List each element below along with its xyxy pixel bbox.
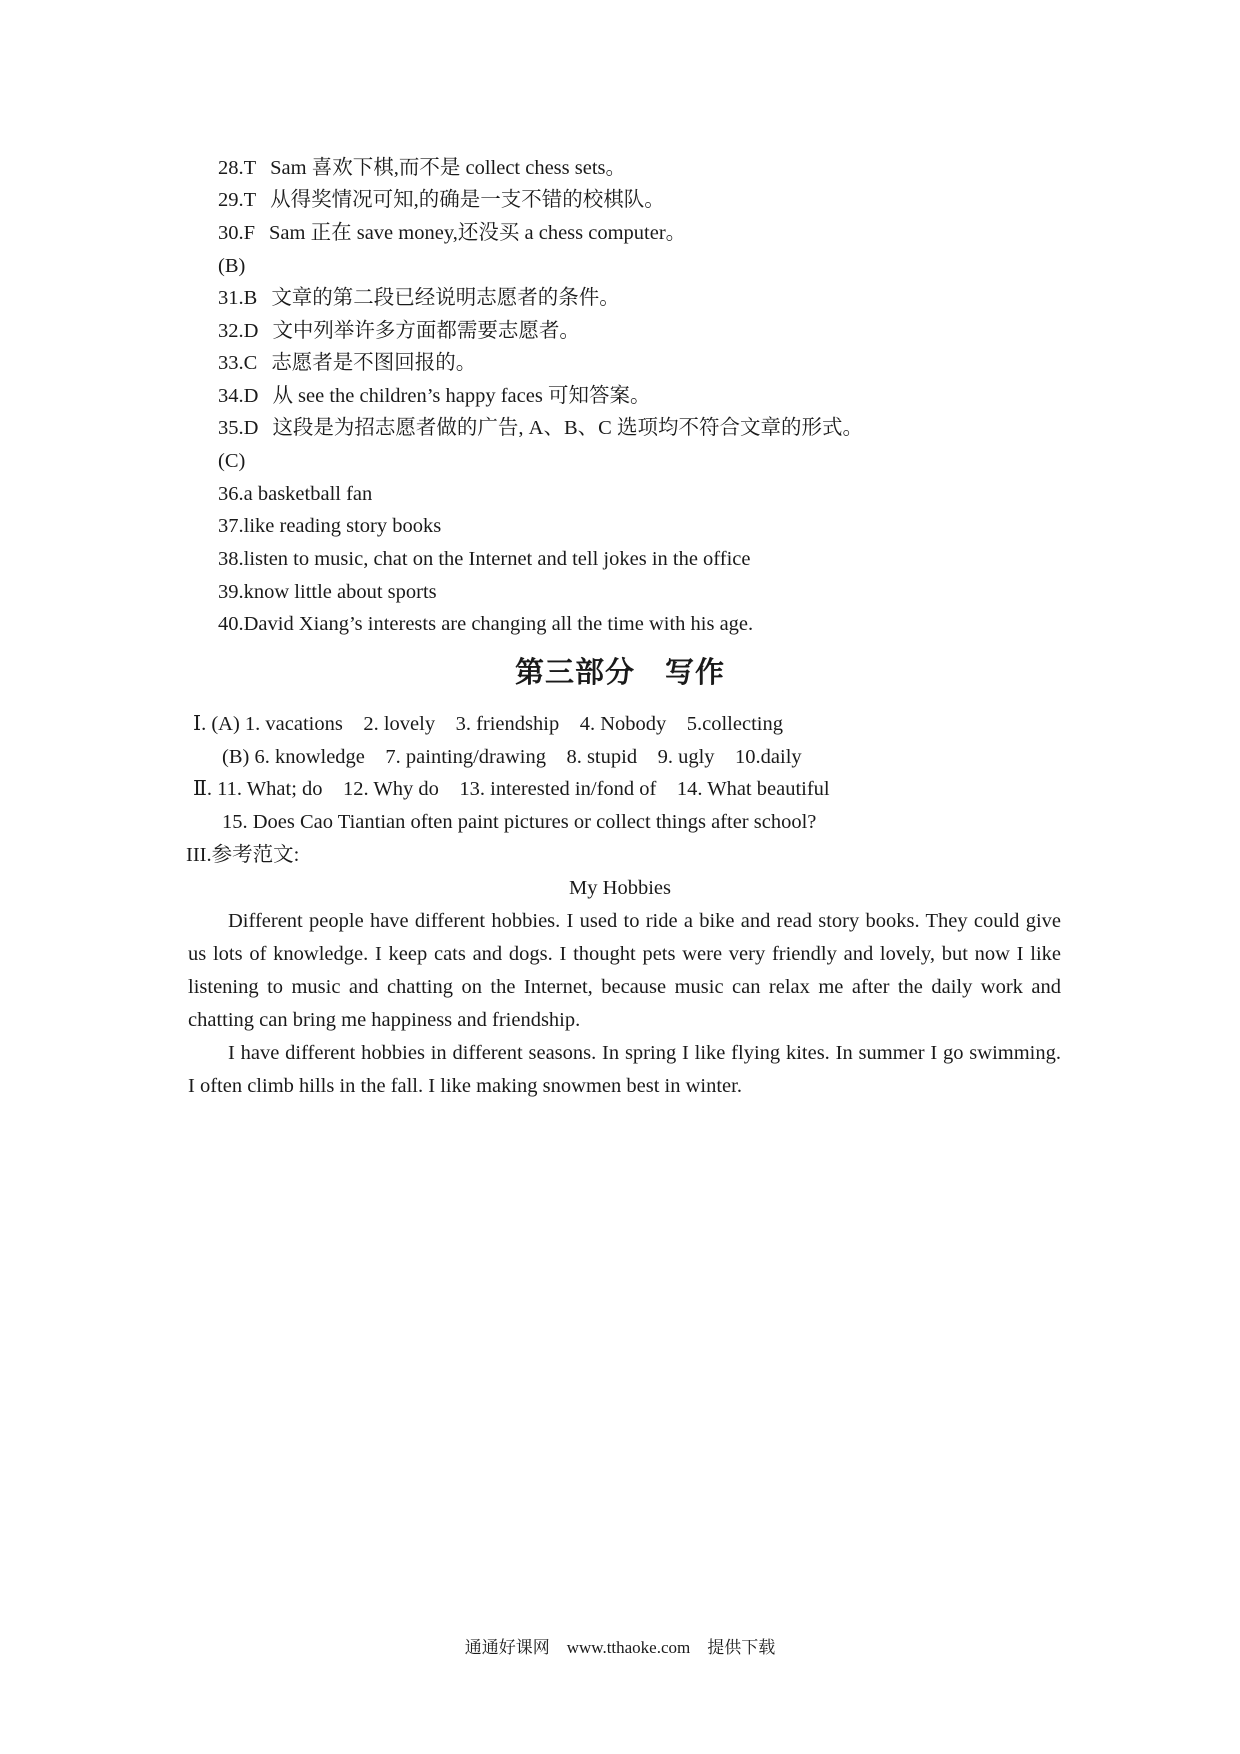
writing-part2: Ⅱ. 11. What; do 12. Why do 13. interested in/fond of 14. What beautiful [193,778,830,800]
answer-40: 40.David Xiang’s interests are changing all the time with his age. [218,613,754,635]
answer-37: 37.like reading story books [218,515,442,537]
essay-title: My Hobbies [569,877,671,899]
section-c-label: (C) [218,450,246,472]
answer-38: 38.listen to music, chat on the Internet and tell jokes in the office [218,548,751,570]
page-footer: 通通好课网 www.tthaoke.com 提供下载 [464,1638,776,1657]
answer-34: 34.D 从 see the children’s happy faces 可知答案。 [218,385,651,407]
essay-paragraph-1: Different people have different hobbies. I used to ride a bike and read story books. They could give us lots of knowledge. I keep cats and dogs. I thought pets were very friendly and lovely, but now I like listening to music and chatting on the Internet, because music can relax me after the daily work and chatting can bring me happiness and friendship. [188,910,1061,1031]
writing-part1-a: Ⅰ. (A) 1. vacations 2. lovely 3. friendship 4. Nobody 5.collecting [193,713,783,735]
answer-29: 29.T 从得奖情况可知,的确是一支不错的校棋队。 [218,189,665,211]
essay-paragraph-2: I have different hobbies in different seasons. In spring I like flying kites. In summer I go swimming. I often climb hills in the fall. I like making snowmen best in winter. [188,1042,1061,1097]
answer-31: 31.B 文章的第二段已经说明志愿者的条件。 [218,287,620,309]
answer-39: 39.know little about sports [218,581,437,603]
answer-30: 30.F Sam 正在 save money,还没买 a chess computer。 [218,222,687,244]
answer-36: 36.a basketball fan [218,483,373,505]
answer-35: 35.D 这段是为招志愿者做的广告, A、B、C 选项均不符合文章的形式。 [218,417,863,439]
answer-32: 32.D 文中列举许多方面都需要志愿者。 [218,320,580,342]
answer-28: 28.T Sam 喜欢下棋,而不是 collect chess sets。 [218,157,627,179]
writing-part1-b: (B) 6. knowledge 7. painting/drawing 8. stupid 9. ugly 10.daily [222,746,802,768]
writing-part2-15: 15. Does Cao Tiantian often paint pictures or collect things after school? [222,811,817,833]
section-b-label: (B) [218,255,246,277]
writing-part3-label: III.参考范文: [186,844,300,866]
answer-33: 33.C 志愿者是不图回报的。 [218,352,477,374]
section-heading: 第三部分 写作 [514,655,725,689]
